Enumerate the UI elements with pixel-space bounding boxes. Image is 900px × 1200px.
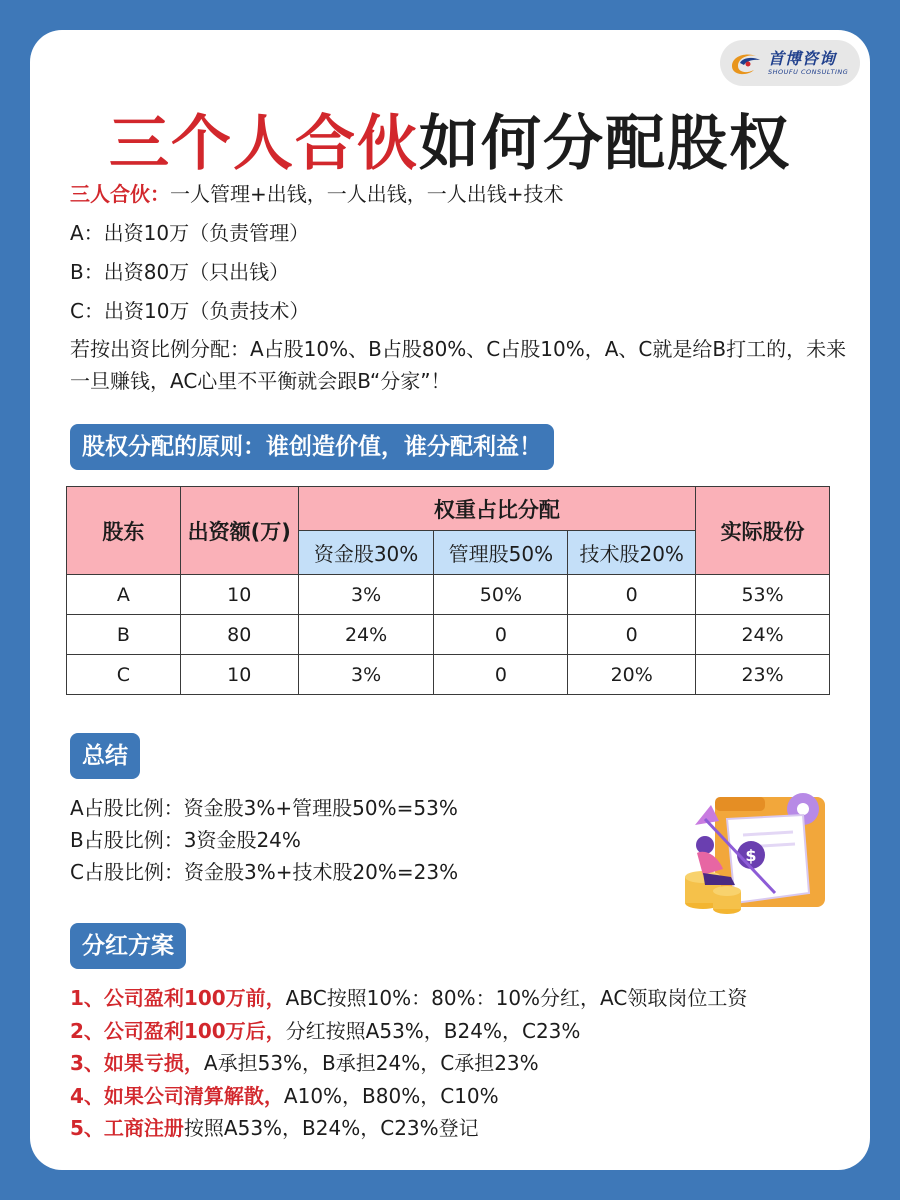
cell-capital: 24% [298, 615, 434, 655]
item-label: 5、工商注册 [70, 1116, 184, 1140]
cell-investment: 10 [180, 655, 298, 695]
item-text: ABC按照10%：80%：10%分红，AC领取岗位工资 [285, 986, 748, 1010]
intro-line [70, 180, 850, 208]
list-item [70, 1015, 747, 1048]
summary-line-b: B占股比例：3资金股24% [70, 828, 301, 852]
cell-technology: 0 [568, 615, 696, 655]
summary-line-a: A占股比例：资金股3%+管理股50%=53% [70, 796, 458, 820]
cell-management: 0 [434, 655, 568, 695]
svg-text:$: $ [745, 846, 757, 865]
intro-paragraph: 若按出资比例分配：A占股10%、B占股80%、C占股10%，A、C就是给B打工的，未来一旦赚钱，AC心里不平衡就会跟B“分家”！ [70, 337, 847, 393]
header-investment: 出资额(万) [180, 487, 298, 575]
cell-investment: 80 [180, 615, 298, 655]
cell-name: B [67, 615, 181, 655]
cell-actual: 24% [696, 615, 830, 655]
brand-logo [720, 40, 860, 86]
header-weight-group: 权重占比分配 [298, 487, 695, 531]
page-title [30, 104, 870, 184]
title-red-part: 三个人合伙 [109, 109, 419, 179]
header-actual: 实际股份 [696, 487, 830, 575]
item-text: 按照A53%，B24%，C23%登记 [183, 1116, 479, 1140]
logo-chinese: 首博咨询 [768, 48, 837, 68]
logo-mark-icon [728, 48, 764, 78]
table-row [67, 655, 830, 695]
dividends-header: 分红方案 [70, 923, 186, 969]
item-text: A承担53%，B承担24%，C承担23% [203, 1051, 539, 1075]
summary-section [70, 792, 458, 888]
equity-table [66, 486, 830, 695]
cell-management: 0 [434, 615, 568, 655]
header-technology: 技术股20% [568, 531, 696, 575]
cell-capital: 3% [298, 575, 434, 615]
item-label: 2、公司盈利100万后， [70, 1018, 286, 1043]
dividends-section [70, 982, 747, 1145]
poster-card [30, 30, 870, 1170]
list-item [70, 1112, 747, 1145]
list-item [70, 1047, 747, 1080]
cell-technology: 0 [568, 575, 696, 615]
cell-name: A [67, 575, 181, 615]
table-row [67, 615, 830, 655]
item-label: 3、如果亏损， [70, 1051, 204, 1075]
list-item [70, 1080, 747, 1113]
cell-actual: 23% [696, 655, 830, 695]
intro-line-b: B：出资80万（只出钱） [70, 260, 290, 284]
logo-english: SHOUFU CONSULTING [768, 67, 849, 76]
title-black-part: 如何分配股权 [419, 109, 791, 179]
cell-investment: 10 [180, 575, 298, 615]
intro-label: 三人合伙： [70, 182, 170, 206]
intro-line-a: A：出资10万（负责管理） [70, 221, 310, 245]
cell-technology: 20% [568, 655, 696, 695]
intro-line-c: C：出资10万（负责技术） [70, 299, 310, 323]
summary-line-c: C占股比例：资金股3%+技术股20%=23% [70, 860, 459, 884]
finance-illustration-icon [675, 785, 845, 925]
item-label: 1、公司盈利100万前， [70, 986, 286, 1010]
principle-header: 股权分配的原则：谁创造价值，谁分配利益！ [70, 424, 554, 470]
intro-text: 一人管理+出钱，一人出钱，一人出钱+技术 [170, 182, 564, 206]
item-text: 分红按照A53%，B24%，C23% [285, 1018, 581, 1043]
header-capital: 资金股30% [298, 531, 434, 575]
cell-actual: 53% [696, 575, 830, 615]
cell-name: C [67, 655, 181, 695]
table-row [67, 575, 830, 615]
list-item [70, 982, 747, 1015]
header-shareholder: 股东 [67, 487, 181, 575]
header-management: 管理股50% [434, 531, 568, 575]
item-label: 4、如果公司清算解散， [70, 1083, 284, 1108]
cell-management: 50% [434, 575, 568, 615]
intro-section [70, 180, 850, 408]
cell-capital: 3% [298, 655, 434, 695]
summary-header: 总结 [70, 733, 140, 779]
item-text: A10%，B80%，C10% [283, 1083, 499, 1108]
